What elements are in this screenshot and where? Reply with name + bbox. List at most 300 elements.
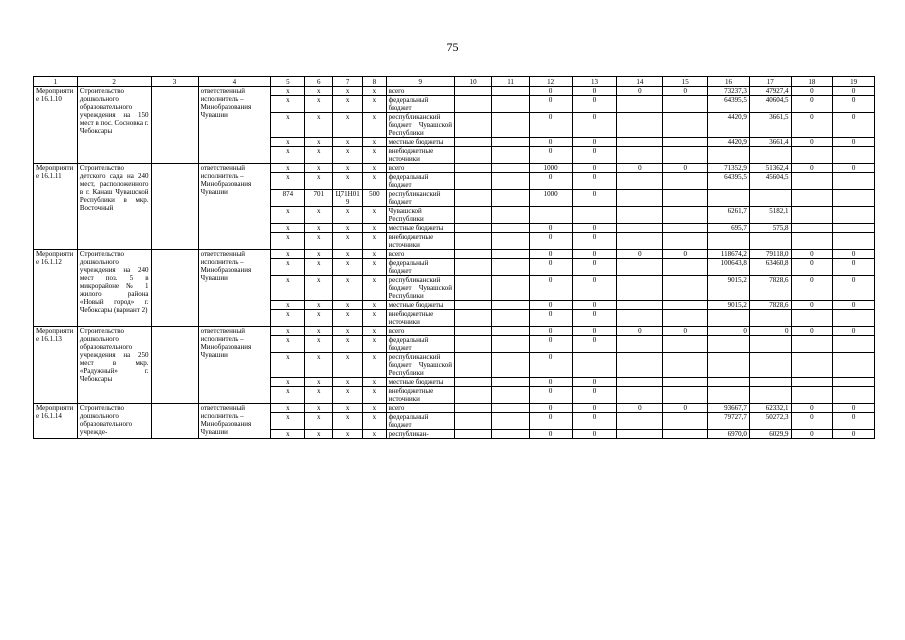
table-row [34, 87, 875, 96]
value-cell [663, 113, 708, 138]
value-cell: 0 [791, 276, 833, 301]
column-number-header: 14 [617, 77, 663, 87]
value-cell [617, 430, 663, 439]
value-cell: x [363, 387, 387, 404]
value-cell: x [363, 113, 387, 138]
value-cell [791, 147, 833, 164]
value-cell: 0 [572, 164, 617, 173]
value-cell: 0 [791, 404, 833, 413]
amount-cell: 93667,7 [708, 404, 750, 413]
funding-source: федеральный бюджет [386, 173, 454, 190]
participant-cell [151, 164, 198, 250]
value-cell: 0 [529, 259, 572, 276]
value-cell [833, 233, 875, 250]
value-cell: x [305, 301, 333, 310]
value-cell: x [271, 353, 305, 378]
value-cell: 0 [572, 276, 617, 301]
value-cell: x [271, 310, 305, 327]
value-cell [791, 173, 833, 190]
funding-source: республиканский бюджет Чувашской Республики [386, 353, 454, 378]
amount-cell [749, 378, 791, 387]
value-cell: 0 [617, 250, 663, 259]
value-cell: x [333, 233, 363, 250]
value-cell: 1000 [529, 164, 572, 173]
value-cell: x [271, 378, 305, 387]
value-cell: x [305, 173, 333, 190]
value-cell [617, 259, 663, 276]
value-cell [617, 233, 663, 250]
amount-cell: 63460,8 [749, 259, 791, 276]
value-cell [833, 190, 875, 207]
amount-cell: 3661,5 [749, 113, 791, 138]
value-cell [529, 207, 572, 224]
amount-cell [749, 310, 791, 327]
value-cell: x [271, 413, 305, 430]
value-cell: 0 [529, 250, 572, 259]
funding-source: федеральный бюджет [386, 336, 454, 353]
empty-cell [492, 404, 529, 413]
value-cell: 0 [529, 413, 572, 430]
value-cell [617, 301, 663, 310]
page-number: 75 [446, 40, 459, 54]
value-cell: 0 [529, 378, 572, 387]
empty-cell [492, 301, 529, 310]
amount-cell [749, 387, 791, 404]
amount-cell: 0 [708, 327, 750, 336]
value-cell: 0 [529, 138, 572, 147]
value-cell: 0 [529, 96, 572, 113]
value-cell: x [333, 353, 363, 378]
column-number-header: 10 [454, 77, 491, 87]
value-cell: 0 [617, 404, 663, 413]
measure-name: Строительство дошкольного образовательного учрежде- [77, 404, 151, 439]
value-cell [617, 190, 663, 207]
value-cell: 0 [833, 138, 875, 147]
value-cell [663, 224, 708, 233]
amount-cell [708, 336, 750, 353]
amount-cell [708, 310, 750, 327]
value-cell: 0 [572, 310, 617, 327]
empty-cell [492, 327, 529, 336]
funding-source: внебюджетные источники [386, 310, 454, 327]
value-cell [617, 413, 663, 430]
empty-cell [492, 207, 529, 224]
funding-source: местные бюджеты [386, 224, 454, 233]
value-cell: Ц71Н019 [333, 190, 363, 207]
empty-cell [454, 336, 491, 353]
column-number-header: 12 [529, 77, 572, 87]
value-cell: x [305, 207, 333, 224]
amount-cell: 6261,7 [708, 207, 750, 224]
empty-cell [454, 413, 491, 430]
empty-cell [454, 164, 491, 173]
value-cell: x [305, 327, 333, 336]
value-cell: x [305, 336, 333, 353]
funding-source: всего [386, 164, 454, 173]
value-cell: 0 [529, 113, 572, 138]
value-cell: 0 [572, 138, 617, 147]
value-cell: 0 [833, 413, 875, 430]
empty-cell [492, 233, 529, 250]
value-cell: 0 [529, 147, 572, 164]
funding-source: республиканский бюджет Чувашской Республики [386, 113, 454, 138]
value-cell [617, 310, 663, 327]
value-cell [833, 378, 875, 387]
header-row [34, 77, 875, 87]
measure-label: Мероприятие 16.1.14 [34, 404, 78, 439]
value-cell: 0 [572, 430, 617, 439]
measure-executor: ответственный исполнитель – Минобразования Чувашии [198, 250, 271, 327]
value-cell [617, 113, 663, 138]
value-cell [833, 336, 875, 353]
value-cell: 0 [572, 336, 617, 353]
value-cell: x [305, 276, 333, 301]
value-cell: x [333, 413, 363, 430]
amount-cell: 47927,4 [749, 87, 791, 96]
amount-cell [708, 147, 750, 164]
value-cell: 0 [663, 327, 708, 336]
amount-cell: 51362,4 [749, 164, 791, 173]
value-cell: 0 [617, 87, 663, 96]
measure-executor: ответственный исполнитель – Минобразования Чувашии [198, 327, 271, 404]
empty-cell [492, 250, 529, 259]
empty-cell [492, 378, 529, 387]
value-cell [617, 353, 663, 378]
amount-cell [749, 147, 791, 164]
measure-label: Мероприятие 16.1.12 [34, 250, 78, 327]
funding-source: местные бюджеты [386, 378, 454, 387]
funding-source: федеральный бюджет [386, 259, 454, 276]
amount-cell: 64395,5 [708, 96, 750, 113]
value-cell: x [363, 404, 387, 413]
empty-cell [454, 276, 491, 301]
amount-cell [708, 190, 750, 207]
value-cell: x [363, 301, 387, 310]
value-cell: x [363, 430, 387, 439]
value-cell: 0 [833, 164, 875, 173]
value-cell: x [333, 387, 363, 404]
amount-cell [749, 336, 791, 353]
value-cell: x [271, 164, 305, 173]
value-cell [833, 147, 875, 164]
value-cell: x [271, 276, 305, 301]
column-number-header: 7 [333, 77, 363, 87]
amount-cell: 62332,1 [749, 404, 791, 413]
value-cell: 0 [572, 327, 617, 336]
empty-cell [454, 353, 491, 378]
value-cell [833, 310, 875, 327]
empty-cell [454, 404, 491, 413]
value-cell [833, 207, 875, 224]
value-cell [791, 224, 833, 233]
amount-cell: 79118,0 [749, 250, 791, 259]
value-cell: 0 [833, 87, 875, 96]
value-cell: 0 [572, 250, 617, 259]
value-cell: 0 [791, 87, 833, 96]
funding-source: республикан- [386, 430, 454, 439]
column-number-header: 13 [572, 77, 617, 87]
amount-cell: 9015,2 [708, 276, 750, 301]
value-cell: x [271, 404, 305, 413]
value-cell [617, 276, 663, 301]
value-cell: x [271, 301, 305, 310]
amount-cell: 79727,7 [708, 413, 750, 430]
value-cell: x [363, 96, 387, 113]
value-cell: x [333, 336, 363, 353]
value-cell: x [333, 378, 363, 387]
empty-cell [454, 430, 491, 439]
value-cell: 0 [572, 301, 617, 310]
value-cell: x [333, 87, 363, 96]
value-cell: 0 [663, 250, 708, 259]
value-cell [791, 310, 833, 327]
empty-cell [492, 310, 529, 327]
empty-cell [492, 224, 529, 233]
column-number-header: 18 [791, 77, 833, 87]
empty-cell [492, 138, 529, 147]
value-cell: 0 [833, 404, 875, 413]
value-cell: x [363, 378, 387, 387]
value-cell: x [363, 259, 387, 276]
value-cell: 0 [529, 327, 572, 336]
value-cell: 0 [663, 164, 708, 173]
value-cell: x [363, 147, 387, 164]
value-cell: 0 [529, 387, 572, 404]
funding-source: всего [386, 404, 454, 413]
empty-cell [492, 190, 529, 207]
column-number-header: 9 [386, 77, 454, 87]
value-cell [833, 387, 875, 404]
funding-source: местные бюджеты [386, 138, 454, 147]
value-cell: 701 [305, 190, 333, 207]
amount-cell: 3661,4 [749, 138, 791, 147]
empty-cell [492, 276, 529, 301]
value-cell: x [305, 259, 333, 276]
value-cell: 0 [529, 301, 572, 310]
measure-executor: ответственный исполнитель – Минобразования Чувашии [198, 164, 271, 250]
value-cell: 0 [663, 404, 708, 413]
empty-cell [492, 113, 529, 138]
value-cell: x [271, 327, 305, 336]
value-cell [617, 336, 663, 353]
funding-source: республиканский бюджет [386, 190, 454, 207]
empty-cell [492, 387, 529, 404]
value-cell: x [333, 259, 363, 276]
value-cell: 0 [617, 327, 663, 336]
value-cell: 0 [572, 378, 617, 387]
value-cell [663, 276, 708, 301]
value-cell: 874 [271, 190, 305, 207]
amount-cell: 7828,6 [749, 301, 791, 310]
value-cell: 0 [791, 259, 833, 276]
table-row [34, 164, 875, 173]
value-cell: x [363, 250, 387, 259]
amount-cell: 0 [749, 327, 791, 336]
value-cell: 0 [572, 387, 617, 404]
participant-cell [151, 327, 198, 404]
value-cell: x [363, 164, 387, 173]
value-cell [663, 413, 708, 430]
value-cell: x [333, 250, 363, 259]
funding-source: Чувашской Республики [386, 207, 454, 224]
value-cell: x [333, 96, 363, 113]
value-cell: 0 [572, 413, 617, 430]
value-cell: x [271, 430, 305, 439]
empty-cell [492, 87, 529, 96]
value-cell [791, 207, 833, 224]
column-number-header: 17 [749, 77, 791, 87]
value-cell: 0 [833, 250, 875, 259]
amount-cell: 40604,5 [749, 96, 791, 113]
measure-label: Мероприятие 16.1.10 [34, 87, 78, 164]
value-cell [791, 387, 833, 404]
program-funding-table [33, 76, 875, 439]
amount-cell [749, 233, 791, 250]
value-cell: x [271, 147, 305, 164]
amount-cell: 4420,9 [708, 113, 750, 138]
amount-cell: 695,7 [708, 224, 750, 233]
value-cell: x [305, 430, 333, 439]
value-cell: 0 [833, 276, 875, 301]
amount-cell: 73237,3 [708, 87, 750, 96]
amount-cell: 575,8 [749, 224, 791, 233]
value-cell: x [363, 224, 387, 233]
value-cell: x [363, 336, 387, 353]
value-cell: x [305, 233, 333, 250]
measure-name: Строительство дошкольного образовательного учреждения на 150 мест в пос. Сосновка г. Чебоксары [77, 87, 151, 164]
value-cell: 500 [363, 190, 387, 207]
value-cell: x [333, 147, 363, 164]
measure-executor: ответственный исполнитель – Минобразования Чувашии [198, 87, 271, 164]
value-cell: 0 [833, 96, 875, 113]
amount-cell: 4420,9 [708, 138, 750, 147]
value-cell: x [305, 353, 333, 378]
value-cell: x [271, 207, 305, 224]
value-cell: 0 [791, 430, 833, 439]
value-cell: x [305, 138, 333, 147]
value-cell: 0 [833, 259, 875, 276]
column-number-header: 11 [492, 77, 529, 87]
table-row [34, 250, 875, 259]
value-cell: x [271, 173, 305, 190]
value-cell: 0 [572, 224, 617, 233]
funding-source: федеральный бюджет [386, 96, 454, 113]
funding-source: федеральный бюджет [386, 413, 454, 430]
value-cell: 0 [572, 87, 617, 96]
empty-cell [492, 413, 529, 430]
value-cell: 0 [529, 224, 572, 233]
value-cell: x [363, 310, 387, 327]
value-cell: x [271, 336, 305, 353]
table-row [34, 404, 875, 413]
measure-name: Строительство дошкольного образовательного учреждения на 250 мест в мкр. «Радужный» г. Чебоксары [77, 327, 151, 404]
value-cell: 0 [529, 233, 572, 250]
amount-cell: 100643,8 [708, 259, 750, 276]
value-cell [663, 310, 708, 327]
value-cell: x [333, 164, 363, 173]
value-cell: x [363, 138, 387, 147]
value-cell: 0 [572, 233, 617, 250]
empty-cell [454, 378, 491, 387]
value-cell: 1000 [529, 190, 572, 207]
column-number-header: 1 [34, 77, 78, 87]
amount-cell: 6970,0 [708, 430, 750, 439]
funding-source: внебюджетные источники [386, 147, 454, 164]
value-cell [617, 147, 663, 164]
value-cell: x [271, 259, 305, 276]
value-cell: x [305, 224, 333, 233]
funding-source: внебюджетные источники [386, 233, 454, 250]
empty-cell [454, 173, 491, 190]
value-cell: x [271, 138, 305, 147]
value-cell [833, 353, 875, 378]
value-cell: x [305, 96, 333, 113]
value-cell: x [271, 113, 305, 138]
value-cell: x [363, 327, 387, 336]
column-number-header: 15 [663, 77, 708, 87]
empty-cell [492, 173, 529, 190]
value-cell: 0 [572, 147, 617, 164]
value-cell: 0 [572, 404, 617, 413]
value-cell [617, 96, 663, 113]
value-cell: 0 [529, 404, 572, 413]
value-cell: x [363, 413, 387, 430]
value-cell [791, 378, 833, 387]
empty-cell [454, 147, 491, 164]
value-cell [663, 301, 708, 310]
value-cell: 0 [572, 190, 617, 207]
value-cell [572, 207, 617, 224]
value-cell [663, 96, 708, 113]
value-cell [663, 259, 708, 276]
value-cell: 0 [791, 164, 833, 173]
value-cell: 0 [529, 276, 572, 301]
value-cell [833, 173, 875, 190]
value-cell [663, 353, 708, 378]
empty-cell [492, 96, 529, 113]
value-cell: x [305, 113, 333, 138]
funding-source: местные бюджеты [386, 301, 454, 310]
column-number-header: 2 [77, 77, 151, 87]
value-cell: 0 [833, 113, 875, 138]
value-cell: x [333, 207, 363, 224]
empty-cell [492, 430, 529, 439]
measure-name: Строительство дошкольного учреждения на 240 мест поз. 5 в микрорайоне № 1 жилого района «Новый город» г. Чебоксары (вариант 2) [77, 250, 151, 327]
value-cell: x [271, 250, 305, 259]
value-cell: x [305, 387, 333, 404]
column-number-header: 5 [271, 77, 305, 87]
empty-cell [454, 96, 491, 113]
value-cell [663, 336, 708, 353]
value-cell: 0 [791, 250, 833, 259]
empty-cell [454, 207, 491, 224]
value-cell: x [305, 250, 333, 259]
value-cell: 0 [572, 113, 617, 138]
column-number-header: 8 [363, 77, 387, 87]
value-cell: x [333, 173, 363, 190]
value-cell: x [363, 233, 387, 250]
value-cell: 0 [529, 310, 572, 327]
empty-cell [454, 250, 491, 259]
measure-label: Мероприятие 16.1.13 [34, 327, 78, 404]
value-cell: x [333, 113, 363, 138]
value-cell: x [333, 310, 363, 327]
value-cell: 0 [529, 173, 572, 190]
value-cell: x [363, 173, 387, 190]
value-cell: x [305, 147, 333, 164]
amount-cell: 64395,5 [708, 173, 750, 190]
value-cell: 0 [791, 327, 833, 336]
